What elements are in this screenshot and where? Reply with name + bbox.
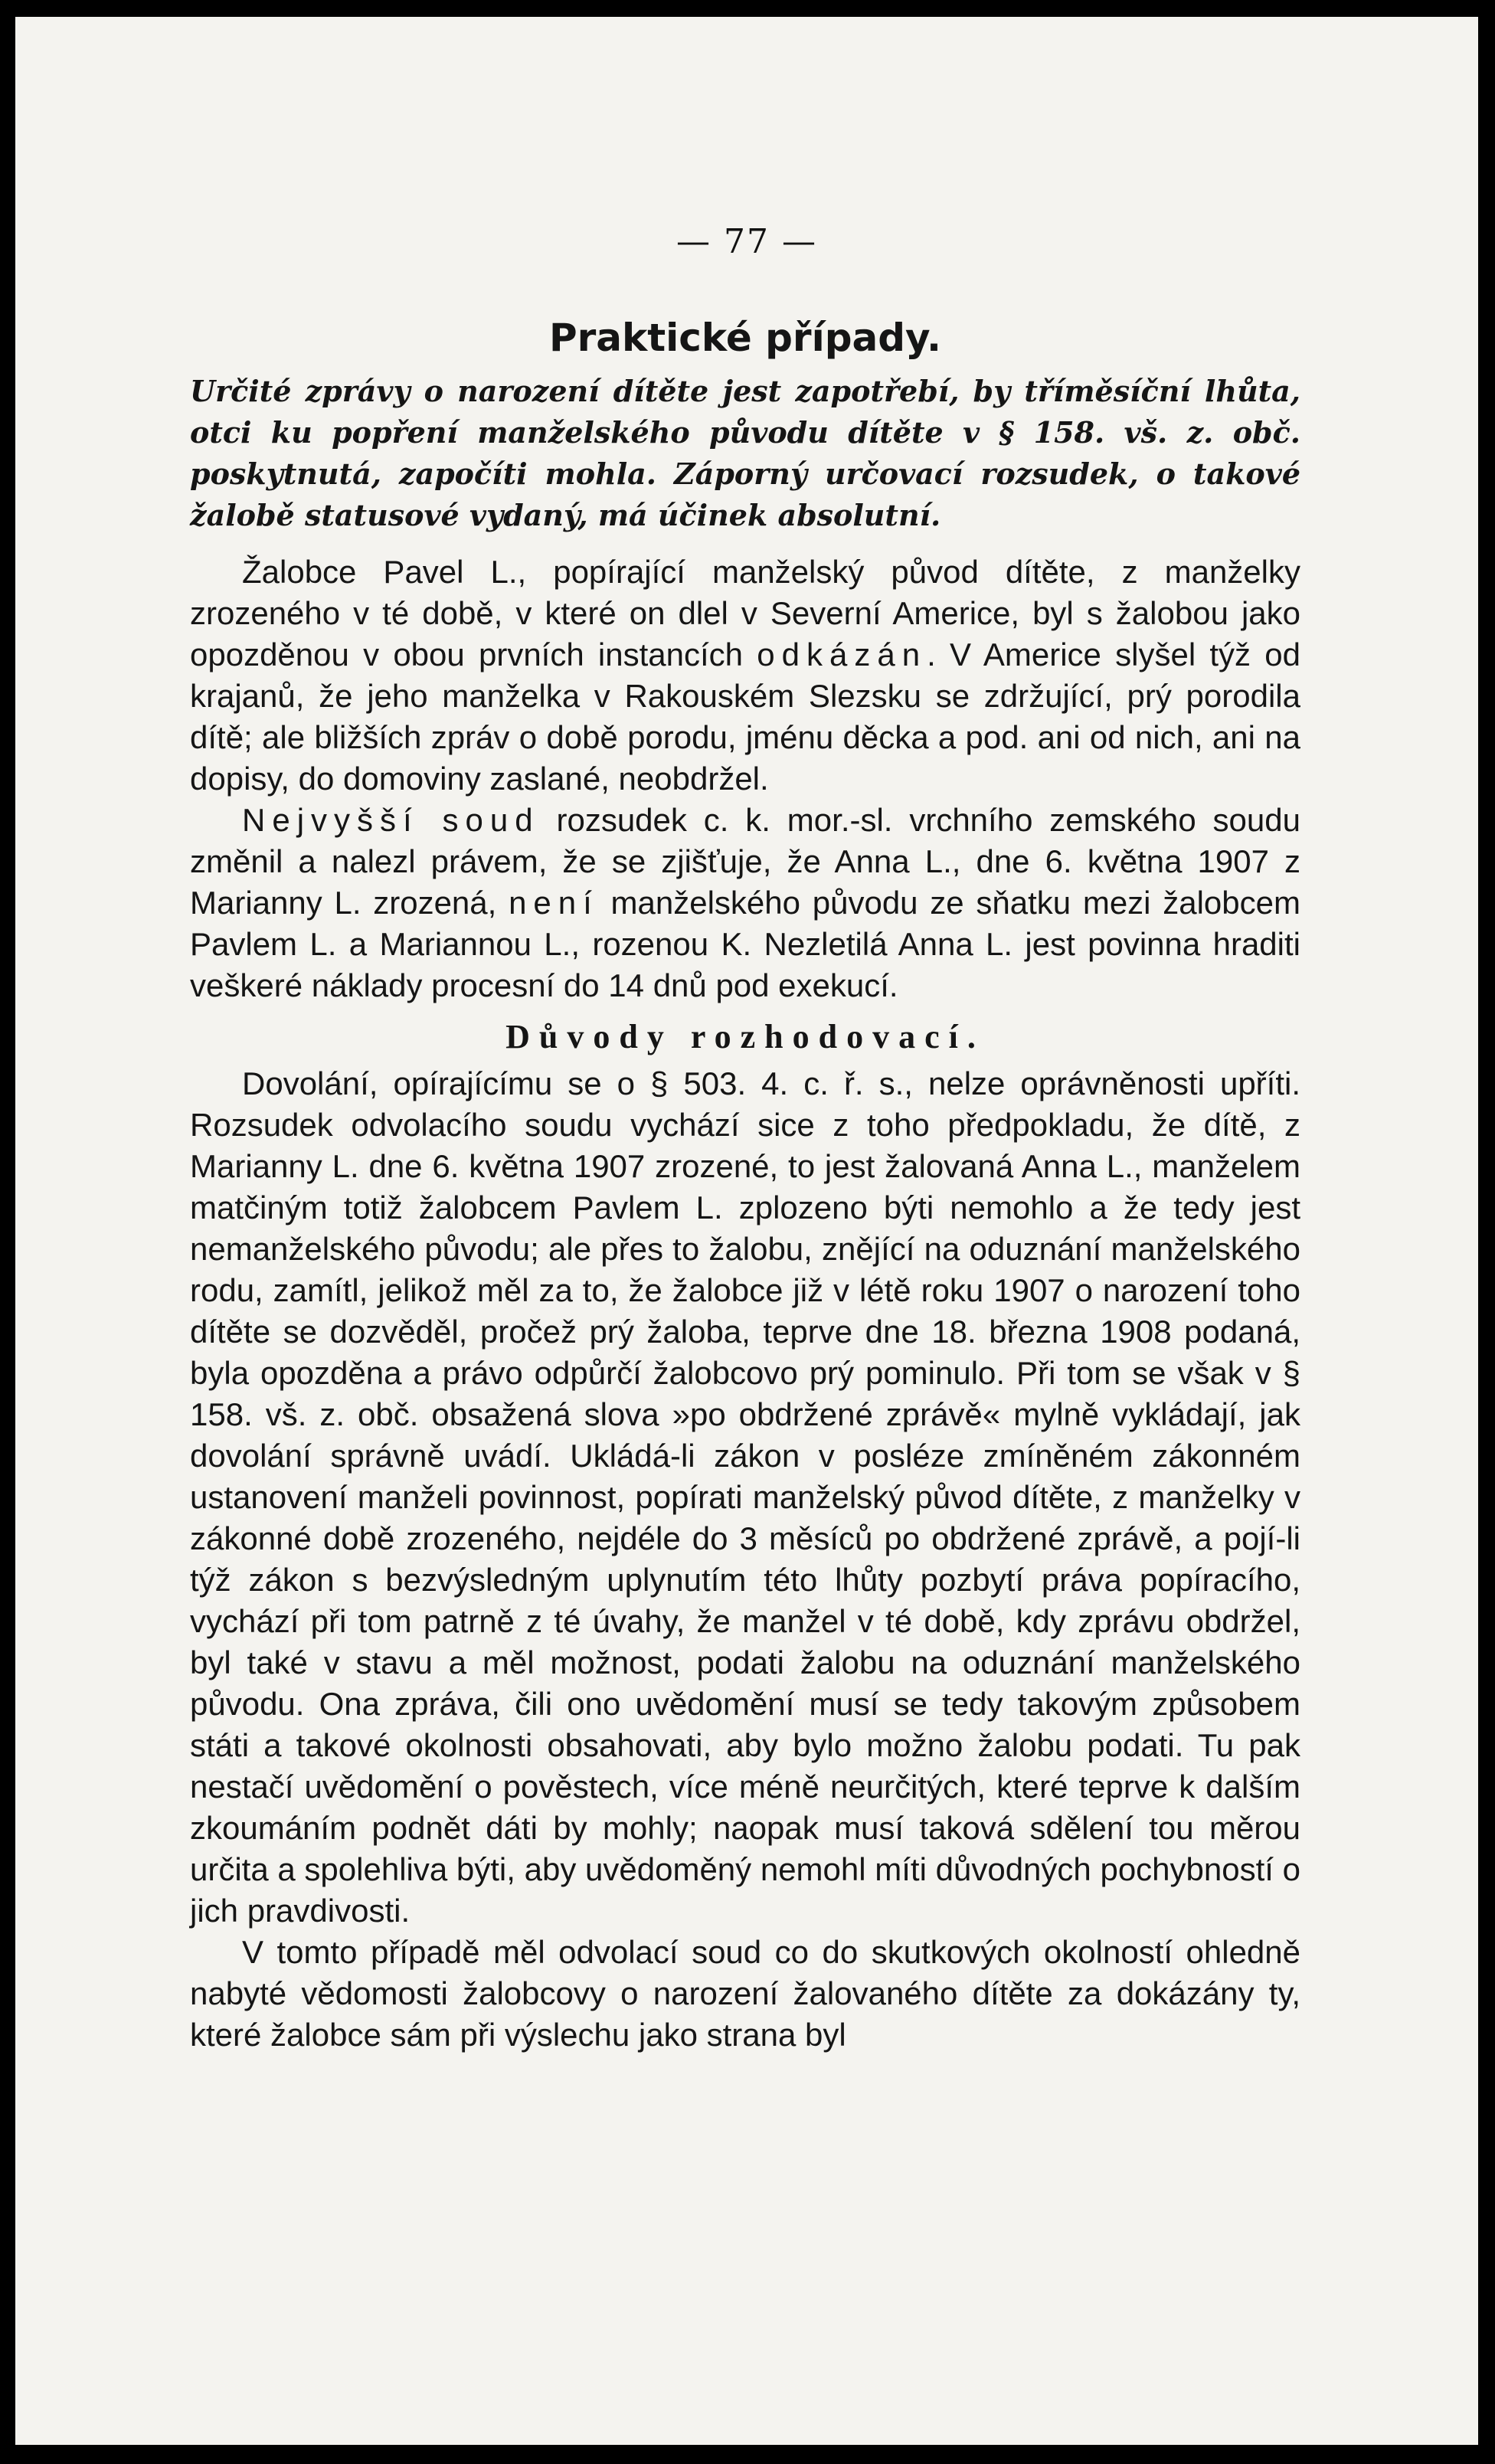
- paragraph-reasons: Dovolání, opírajícímu se o § 503. 4. c. ř. s., nelze oprávněnosti upříti. Rozsudek odvolacího soudu vychází sice z toho předpokladu, že dítě, z Marianny L. dne 6. května 1907 zrozené, to jest žalovaná Anna L., manželem matčiným totiž žalobcem Pavlem L. zplozeno býti nemohlo a že tedy jest nemanželského původu; ale přes to žalobu, znějící na oduznání manželského rodu, zamítl, jelikož měl za to, že žalobce již v létě roku 1907 o narození toho dítěte se dozvěděl, pročež prý žaloba, teprve dne 18. března 1908 podaná, byla opozděna a právo odpůrčí žalobcovo prý pominulo. Při tom se však v § 158. vš. z. obč. obsažená slova »po obdržené zprávě« mylně vykládají, jak dovolání správně uvádí. Ukládá-li zákon v posléze zmíněném zákonném ustanovení manželi povinnost, popírati manželský původ dítěte, z manželky v zákonné době zrozeného, nejdéle do 3 měsíců po obdržené zprávě, a pojí-li týž zákon s bezvýsledným uplynutím této lhůty pozbytí práva popíracího, vychází při tom patrně z té úvahy, že manžel v té době, kdy zprávu obdržel, byl také v stavu a měl možnost, podati žalobu na oduznání manželského původu. Ona zpráva, čili ono uvědomění musí se tedy takovým způsobem státi a takové okolnosti obsahovati, aby bylo možno žalobu podati. Tu pak nestačí uvědomění o pověstech, více méně neurčitých, které teprve k dalším zkoumáním podnět dáti by mohly; naopak musí taková sdělení tou měrou určita a spolehliva býti, aby uvědoměný nemohl míti důvodných pochybností o jich pravdivosti.: [190, 1065, 1300, 1929]
- page-number: — 77 —: [676, 222, 817, 261]
- case-summary: Určité zprávy o narození dítěte jest zapotřebí, by tříměsíční lhůta, otci ku popření manželského původu dítěte v § 158. vš. z. obč. poskytnutá, započíti mohla. Záporný určovací rozsudek, o takové žalobě statusové vydaný, má účinek absolutní.: [190, 374, 1300, 532]
- paragraph-continuation: V tomto případě měl odvolací soud co do skutkových okolností ohledně nabyté vědomosti žalobcovy o narození žalovaného dítěte za dokázány ty, které žalobce sám při výslechu jako strana byl: [190, 1934, 1300, 2053]
- paragraph-facts: [190, 551, 1300, 800]
- facts-spaced-word: odkázán: [757, 636, 927, 672]
- facts-text-2: . V Americe slyšel týž od krajanů, že jeho manželka v Rakouském Slezsku se zdržující, prý porodila dítě; ale bližších zpráv o době porodu, jménu děcka a pod. ani od nich, ani na dopisy, do domoviny zaslané, neobdržel.: [190, 636, 1300, 797]
- reasons-heading: Důvody rozhodovací.: [505, 1018, 985, 1055]
- paragraph-ruling: [190, 800, 1300, 1006]
- page-heading: Praktické případy.: [548, 316, 942, 360]
- text-column: [190, 316, 1300, 2056]
- ruling-text-1: rozsudek c. k. mor.-sl. vrchního zemského soudu změnil a nalezl právem, že se zjišťuje, že Anna L., dne 6. května 1907 z Marianny L. zrozená,: [190, 802, 1300, 921]
- ruling-text-2: manželského původu ze sňatku mezi žalobcem Pavlem L. a Mariannou L., rozenou K. Nezletilá Anna L. jest povinna hraditi veškeré náklady procesní do 14 dnů pod exekucí.: [190, 885, 1300, 1003]
- document-page: [15, 17, 1478, 2445]
- facts-text-1: Žalobce Pavel L., popírající manželský původ dítěte, z manželky zrozeného v té době, v které on dlel v Severní Americe, byl s žalobou jako opozděnou v obou prvních instancích: [190, 554, 1300, 672]
- ruling-spaced-court: Nejvyšší soud: [242, 802, 540, 838]
- ruling-spaced-word: není: [509, 885, 599, 921]
